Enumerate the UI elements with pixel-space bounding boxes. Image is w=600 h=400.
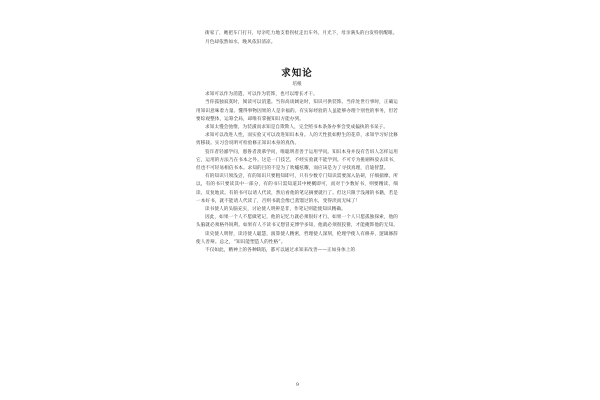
essay-paragraph: 读书使人的头脑充实，讨论使人明辨是非，作笔记则能使知识精确。: [205, 207, 346, 213]
essay-paragraph: 有的知识只须浅尝，有的知识只要粗知即可，只有少数专门知识需要深入钻研，仔细揣摩。所以，有的书只要读其中一部分，有的书只需知道其中梗概即可，而对于少数好书，则要精读、细读、反复地读。有的书可以请人代读，然后看他的笔记摘要就行了。但这只限于浅薄的书籍，若是一本好书，就不能请人代读了，否则书就会像已蒸馏过的水，变得淡而无味了！: [196, 174, 398, 204]
essay-paragraph: 求知可以作为消遣，可以作为装饰，也可以增长才干。: [205, 92, 318, 98]
essay-paragraph: 读史使人明智，读诗使人聪慧，演算使人精密，哲理使人深刻，伦理学使人有修养，逻辑修辞使人善辩。总之，“知识能塑造人的性格”。: [196, 231, 398, 245]
page-number: 9: [296, 383, 299, 388]
essay-paragraph: 因此，如果一个人不愿做笔记，他的记忆力就必须很好才行。如果一个人只愿孤独探索，他的头脑就必须格外锐利。如果有人不读书又想冒充博学多知，他就必须很狡猾，才能掩饰他的无知。: [196, 215, 398, 229]
preceding-story-paragraph: 街家了，她把车门打开，母亲吃力地支着拐杖走出车外。月光下，母亲满头的白发特别醒眼。: [205, 31, 398, 36]
essay-title: 求知论: [281, 68, 313, 80]
preceding-story-paragraph: 月色却依然如水，晚风依旧清凉。: [205, 39, 276, 45]
essay-paragraph: 狡诈者轻鄙学问，愚鲁者羡慕学问，唯聪明者善于运用学问。知识本身并没有告诉人怎样运用它，运用的方法乃在书本之外。这是一门技艺，不经实验就不能学到。不可专为挑剔辩驳去读书，但也不可轻易相信书本。求知的目的不是为了吹嘘炫耀，而应该是为了寻找真理，启迪智慧。: [196, 149, 398, 172]
essay-author: 培根: [292, 82, 302, 88]
essay-paragraph: 求知可以改进人性，而实验又可以改进知识本身。人的天性犹如野生的花草，求知学习好比修剪移栽。实习会说明可检验修正知识本身的真伪。: [196, 133, 398, 147]
text-column: [196, 30, 398, 255]
section-spacer: [196, 47, 398, 65]
essay-paragraph: 求知太慢会弛惰，为装潢而求知是自欺欺人，完全照书本条条办事会变成偏执的书呆子。: [205, 125, 389, 130]
essay-paragraph: 当你孤独寂寞时，阅读可以消遣。当你高谈阔论时，知识可供装饰。当你处世行事时，正确运用知识意味着力量。懂得事物因果的人是幸福的。有实际经验的人虽能够办理个别性的事务，但若要综观整体，运筹全局，却唯有掌握知识方能办到。: [196, 100, 398, 122]
essay-paragraph: 不仅如此，精神上的各种缺陷，都可以通过求知来改善——正如身体上的: [205, 248, 356, 254]
